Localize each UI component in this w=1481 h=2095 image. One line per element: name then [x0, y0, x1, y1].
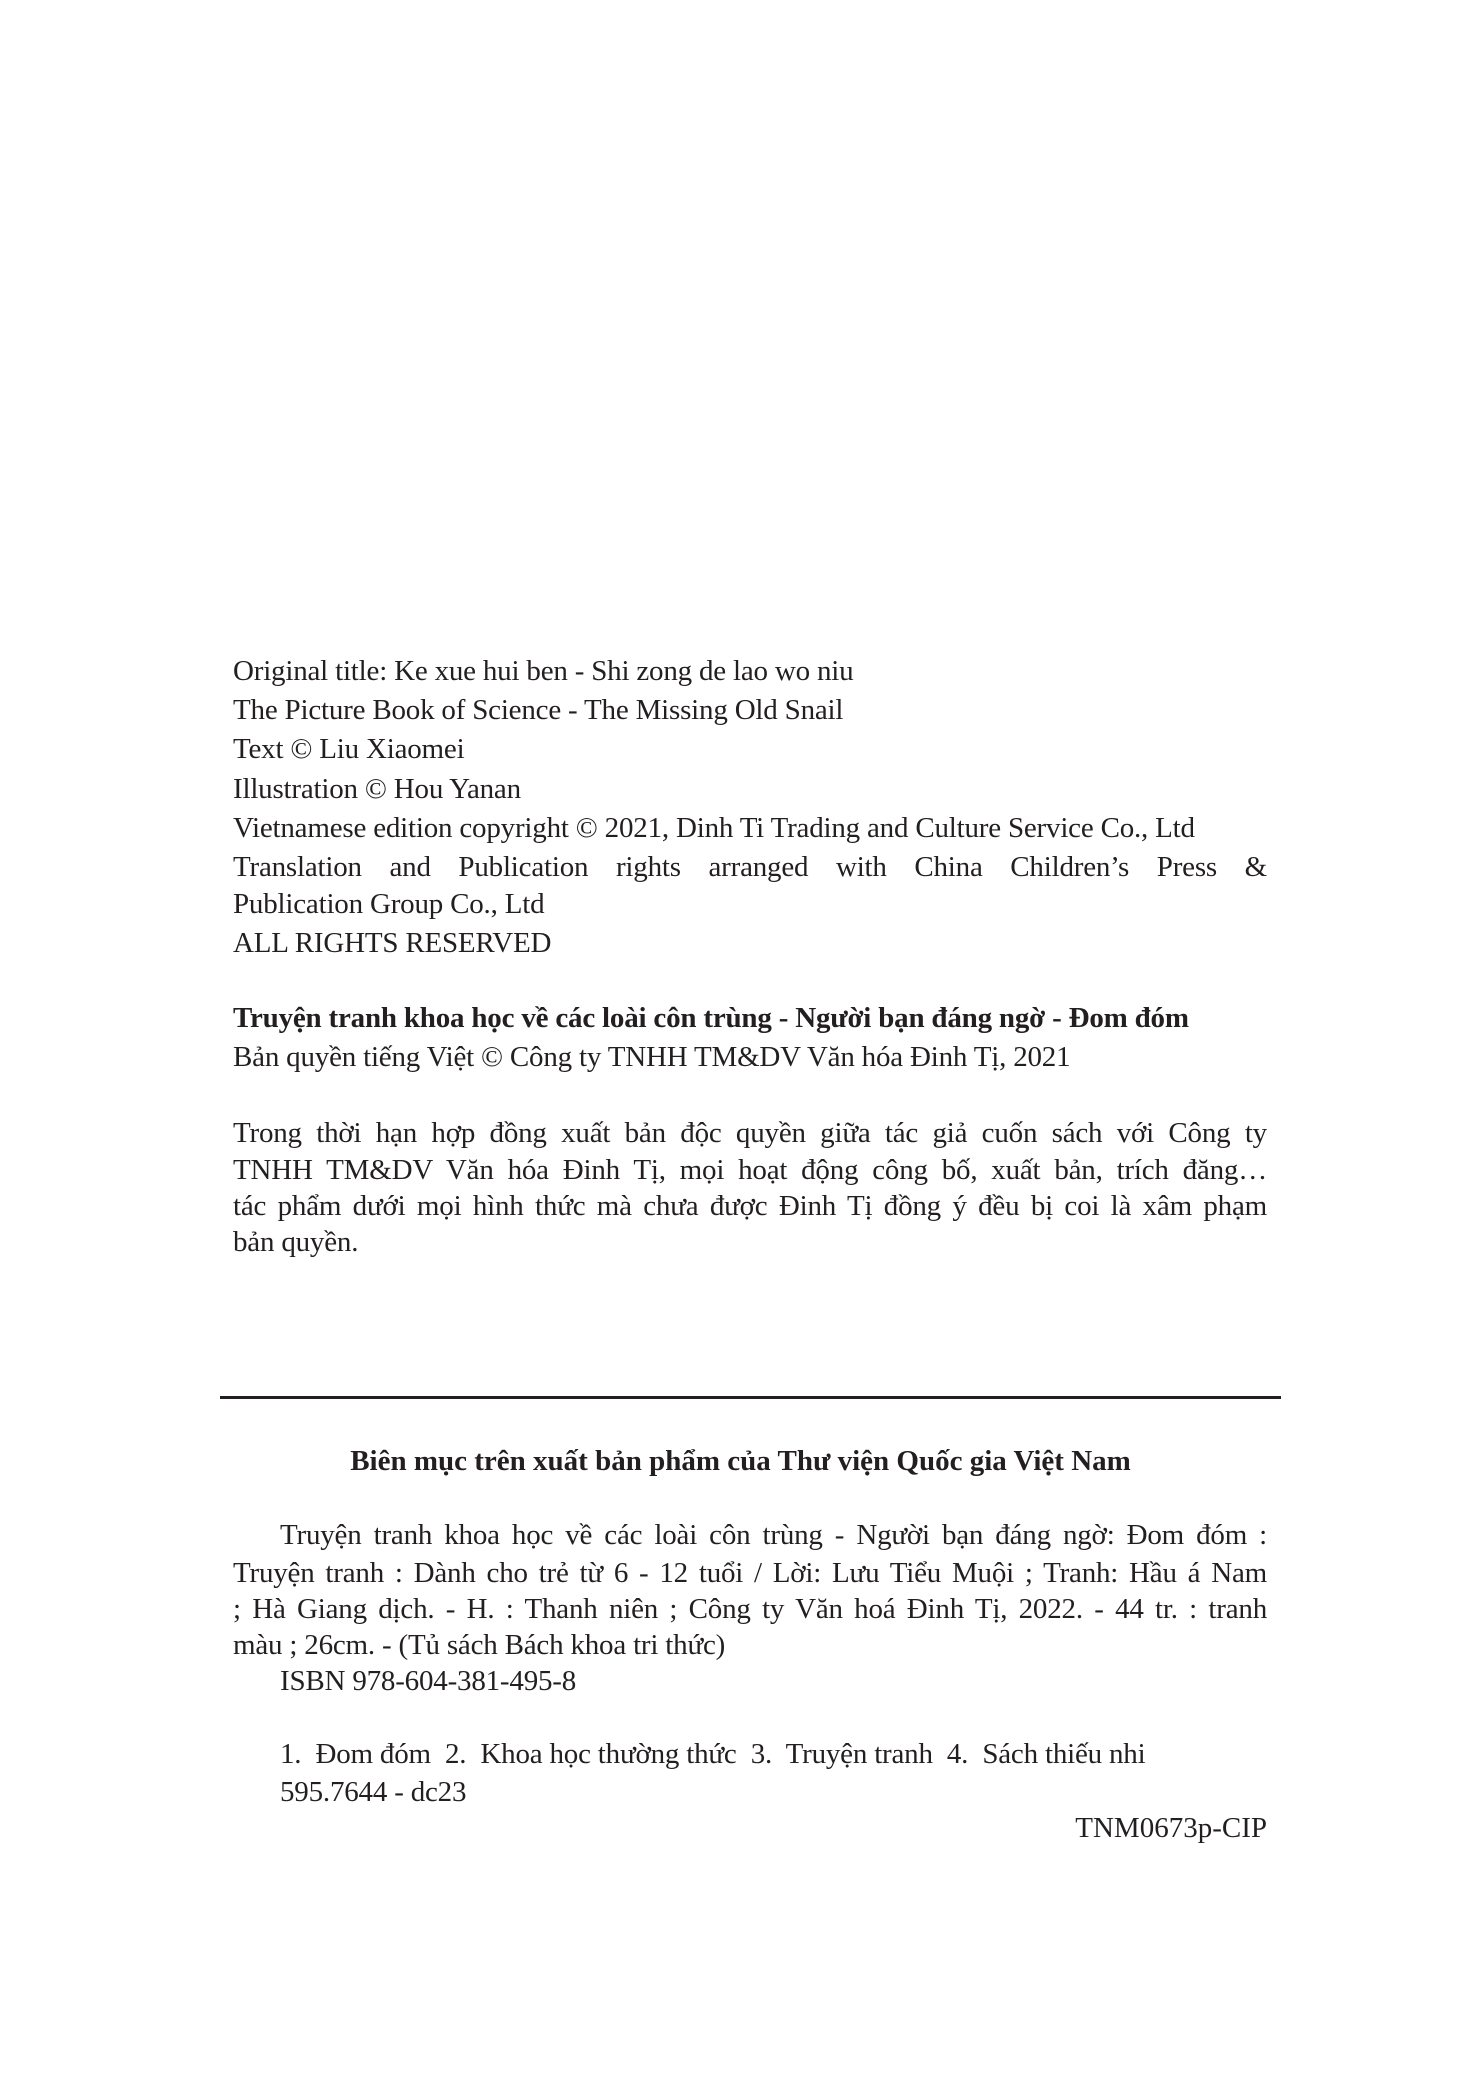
illustration-credit: Illustration © Hou Yanan: [233, 773, 521, 805]
all-rights-reserved: ALL RIGHTS RESERVED: [233, 927, 552, 959]
notice-line: bản quyền.: [233, 1226, 359, 1258]
vietnamese-title: Truyện tranh khoa học về các loài côn trùng - Người bạn đáng ngờ - Đom đóm: [233, 1002, 1189, 1034]
vietnamese-copyright: Bản quyền tiếng Việt © Công ty TNHH TM&DV Văn hóa Đinh Tị, 2021: [233, 1041, 1071, 1073]
cip-code: TNM0673p-CIP: [1075, 1812, 1267, 1844]
cip-record-line: màu ; 26cm. - (Tủ sách Bách khoa tri thức): [233, 1629, 726, 1661]
divider-rule: [220, 1396, 1281, 1399]
english-title: The Picture Book of Science - The Missing Old Snail: [233, 694, 844, 726]
cip-classification: 595.7644 - dc23: [280, 1776, 467, 1808]
isbn: ISBN 978-604-381-495-8: [280, 1665, 577, 1697]
cip-title: Biên mục trên xuất bản phẩm của Thư viện Quốc gia Việt Nam: [350, 1445, 1131, 1477]
rights-line-1: Translation and Publication rights arranged with China Children’s Press &: [233, 851, 1267, 883]
notice-line: TNHH TM&DV Văn hóa Đinh Tị, mọi hoạt động công bố, xuất bản, trích đăng…: [233, 1154, 1267, 1186]
cip-subjects: 1. Đom đóm 2. Khoa học thường thức 3. Truyện tranh 4. Sách thiếu nhi: [280, 1738, 1146, 1770]
original-title: Original title: Ke xue hui ben - Shi zong de lao wo niu: [233, 655, 854, 687]
cip-record-line: ; Hà Giang dịch. - H. : Thanh niên ; Công ty Văn hoá Đinh Tị, 2022. - 44 tr. : tranh: [233, 1593, 1267, 1625]
cip-record-line: Truyện tranh khoa học về các loài côn trùng - Người bạn đáng ngờ: Đom đóm :: [280, 1519, 1267, 1551]
text-credit: Text © Liu Xiaomei: [233, 733, 465, 765]
notice-line: Trong thời hạn hợp đồng xuất bản độc quyền giữa tác giả cuốn sách với Công ty: [233, 1117, 1267, 1149]
rights-line-2: Publication Group Co., Ltd: [233, 888, 545, 920]
cip-record-line: Truyện tranh : Dành cho trẻ từ 6 - 12 tuổi / Lời: Lưu Tiểu Muội ; Tranh: Hầu á Nam: [233, 1557, 1267, 1589]
notice-line: tác phẩm dưới mọi hình thức mà chưa được Đinh Tị đồng ý đều bị coi là xâm phạm: [233, 1190, 1267, 1222]
vietnamese-edition-copyright: Vietnamese edition copyright © 2021, Dinh Ti Trading and Culture Service Co., Ltd: [233, 812, 1195, 844]
